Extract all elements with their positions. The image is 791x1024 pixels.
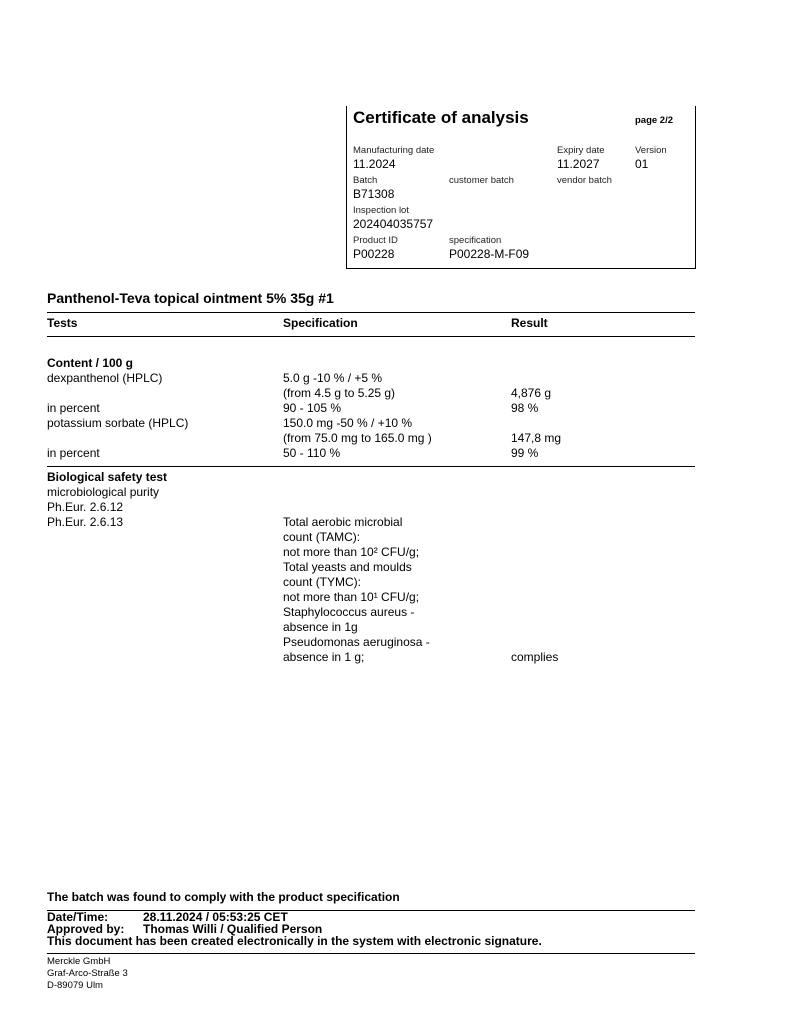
- bio-test-item: microbiological purity: [47, 485, 160, 499]
- bio-spec-line: Staphylococcus aureus -: [283, 605, 415, 619]
- bio-spec-line: Total yeasts and moulds: [283, 560, 412, 574]
- content-row-spec: 150.0 mg -50 % / +10 %: [283, 416, 413, 430]
- content-row-test: in percent: [47, 446, 100, 460]
- content-row-result: 4,876 g: [511, 386, 552, 400]
- vendor-batch-label: vendor batch: [557, 175, 612, 186]
- bio-spec-line: count (TAMC):: [283, 530, 361, 544]
- page-number: page 2/2: [635, 115, 674, 126]
- inspection-lot-value: 202404035757: [353, 217, 434, 231]
- manufacturing-date-label: Manufacturing date: [353, 145, 435, 156]
- datetime-label: Date/Time:: [47, 910, 109, 924]
- table-header-rule: [47, 336, 695, 337]
- document-title: Certificate of analysis: [353, 108, 529, 127]
- footer-city: D-89079 Ulm: [47, 980, 103, 991]
- customer-batch-label: customer batch: [449, 175, 514, 186]
- bio-spec-line: Total aerobic microbial: [283, 515, 403, 529]
- version-label: Version: [635, 145, 667, 156]
- bio-spec-line: absence in 1g: [283, 620, 358, 634]
- bio-spec-line: not more than 10¹ CFU/g;: [283, 590, 420, 604]
- content-row-test: potassium sorbate (HPLC): [47, 416, 189, 430]
- specification-value: P00228-M-F09: [449, 247, 530, 261]
- version-value: 01: [635, 157, 649, 171]
- content-row-result: 99 %: [511, 446, 539, 460]
- electronic-signature-note: This document has been created electronically in the system with electronic signature.: [47, 934, 542, 948]
- expiry-date-label: Expiry date: [557, 145, 605, 156]
- footer-street: Graf-Arco-Straße 3: [47, 968, 128, 979]
- content-row-spec: 5.0 g -10 % / +5 %: [283, 371, 383, 385]
- content-row-result: 147,8 mg: [511, 431, 562, 445]
- approved-by-label: Approved by:: [47, 922, 125, 936]
- content-row-spec: 50 - 110 %: [283, 446, 341, 460]
- content-section-heading: Content / 100 g: [47, 356, 134, 370]
- inspection-lot-label: Inspection lot: [353, 205, 409, 216]
- footer-rule: [47, 953, 695, 954]
- product-name: Panthenol-Teva topical ointment 5% 35g #1: [47, 290, 334, 306]
- bio-spec-line: Pseudomonas aeruginosa -: [283, 635, 430, 649]
- expiry-date-value: 11.2027: [557, 157, 600, 171]
- column-header-result: Result: [511, 316, 548, 330]
- approved-by-value: Thomas Willi / Qualified Person: [143, 922, 323, 936]
- content-row-result: 98 %: [511, 401, 539, 415]
- content-row-spec: 90 - 105 %: [283, 401, 342, 415]
- column-header-tests: Tests: [47, 316, 78, 330]
- content-row-test: dexpanthenol (HPLC): [47, 371, 163, 385]
- batch-label: Batch: [353, 175, 378, 186]
- bio-test-item: Ph.Eur. 2.6.12: [47, 500, 124, 514]
- product-id-value: P00228: [353, 247, 395, 261]
- bio-spec-line: not more than 10² CFU/g;: [283, 545, 420, 559]
- manufacturing-date-value: 11.2024: [353, 157, 396, 171]
- bio-spec-line: absence in 1 g;: [283, 650, 365, 664]
- content-row-test: in percent: [47, 401, 100, 415]
- column-header-specification: Specification: [283, 316, 358, 330]
- specification-label: specification: [449, 235, 502, 246]
- product-id-label: Product ID: [353, 235, 398, 246]
- bio-section-heading: Biological safety test: [47, 470, 168, 484]
- content-row-spec: (from 4.5 g to 5.25 g): [283, 386, 396, 400]
- footer-company: Merckle GmbH: [47, 956, 111, 967]
- datetime-value: 28.11.2024 / 05:53:25 CET: [143, 910, 288, 924]
- certificate-header-box: [346, 106, 696, 269]
- bio-spec-line: count (TYMC):: [283, 575, 362, 589]
- content-row-spec: (from 75.0 mg to 165.0 mg ): [283, 431, 432, 445]
- bio-test-item: Ph.Eur. 2.6.13: [47, 515, 124, 529]
- section-divider: [47, 466, 695, 467]
- table-top-rule: [47, 312, 695, 313]
- bio-result: complies: [511, 650, 559, 664]
- batch-value: B71308: [353, 187, 395, 201]
- conclusion-statement: The batch was found to comply with the product specification: [47, 890, 400, 904]
